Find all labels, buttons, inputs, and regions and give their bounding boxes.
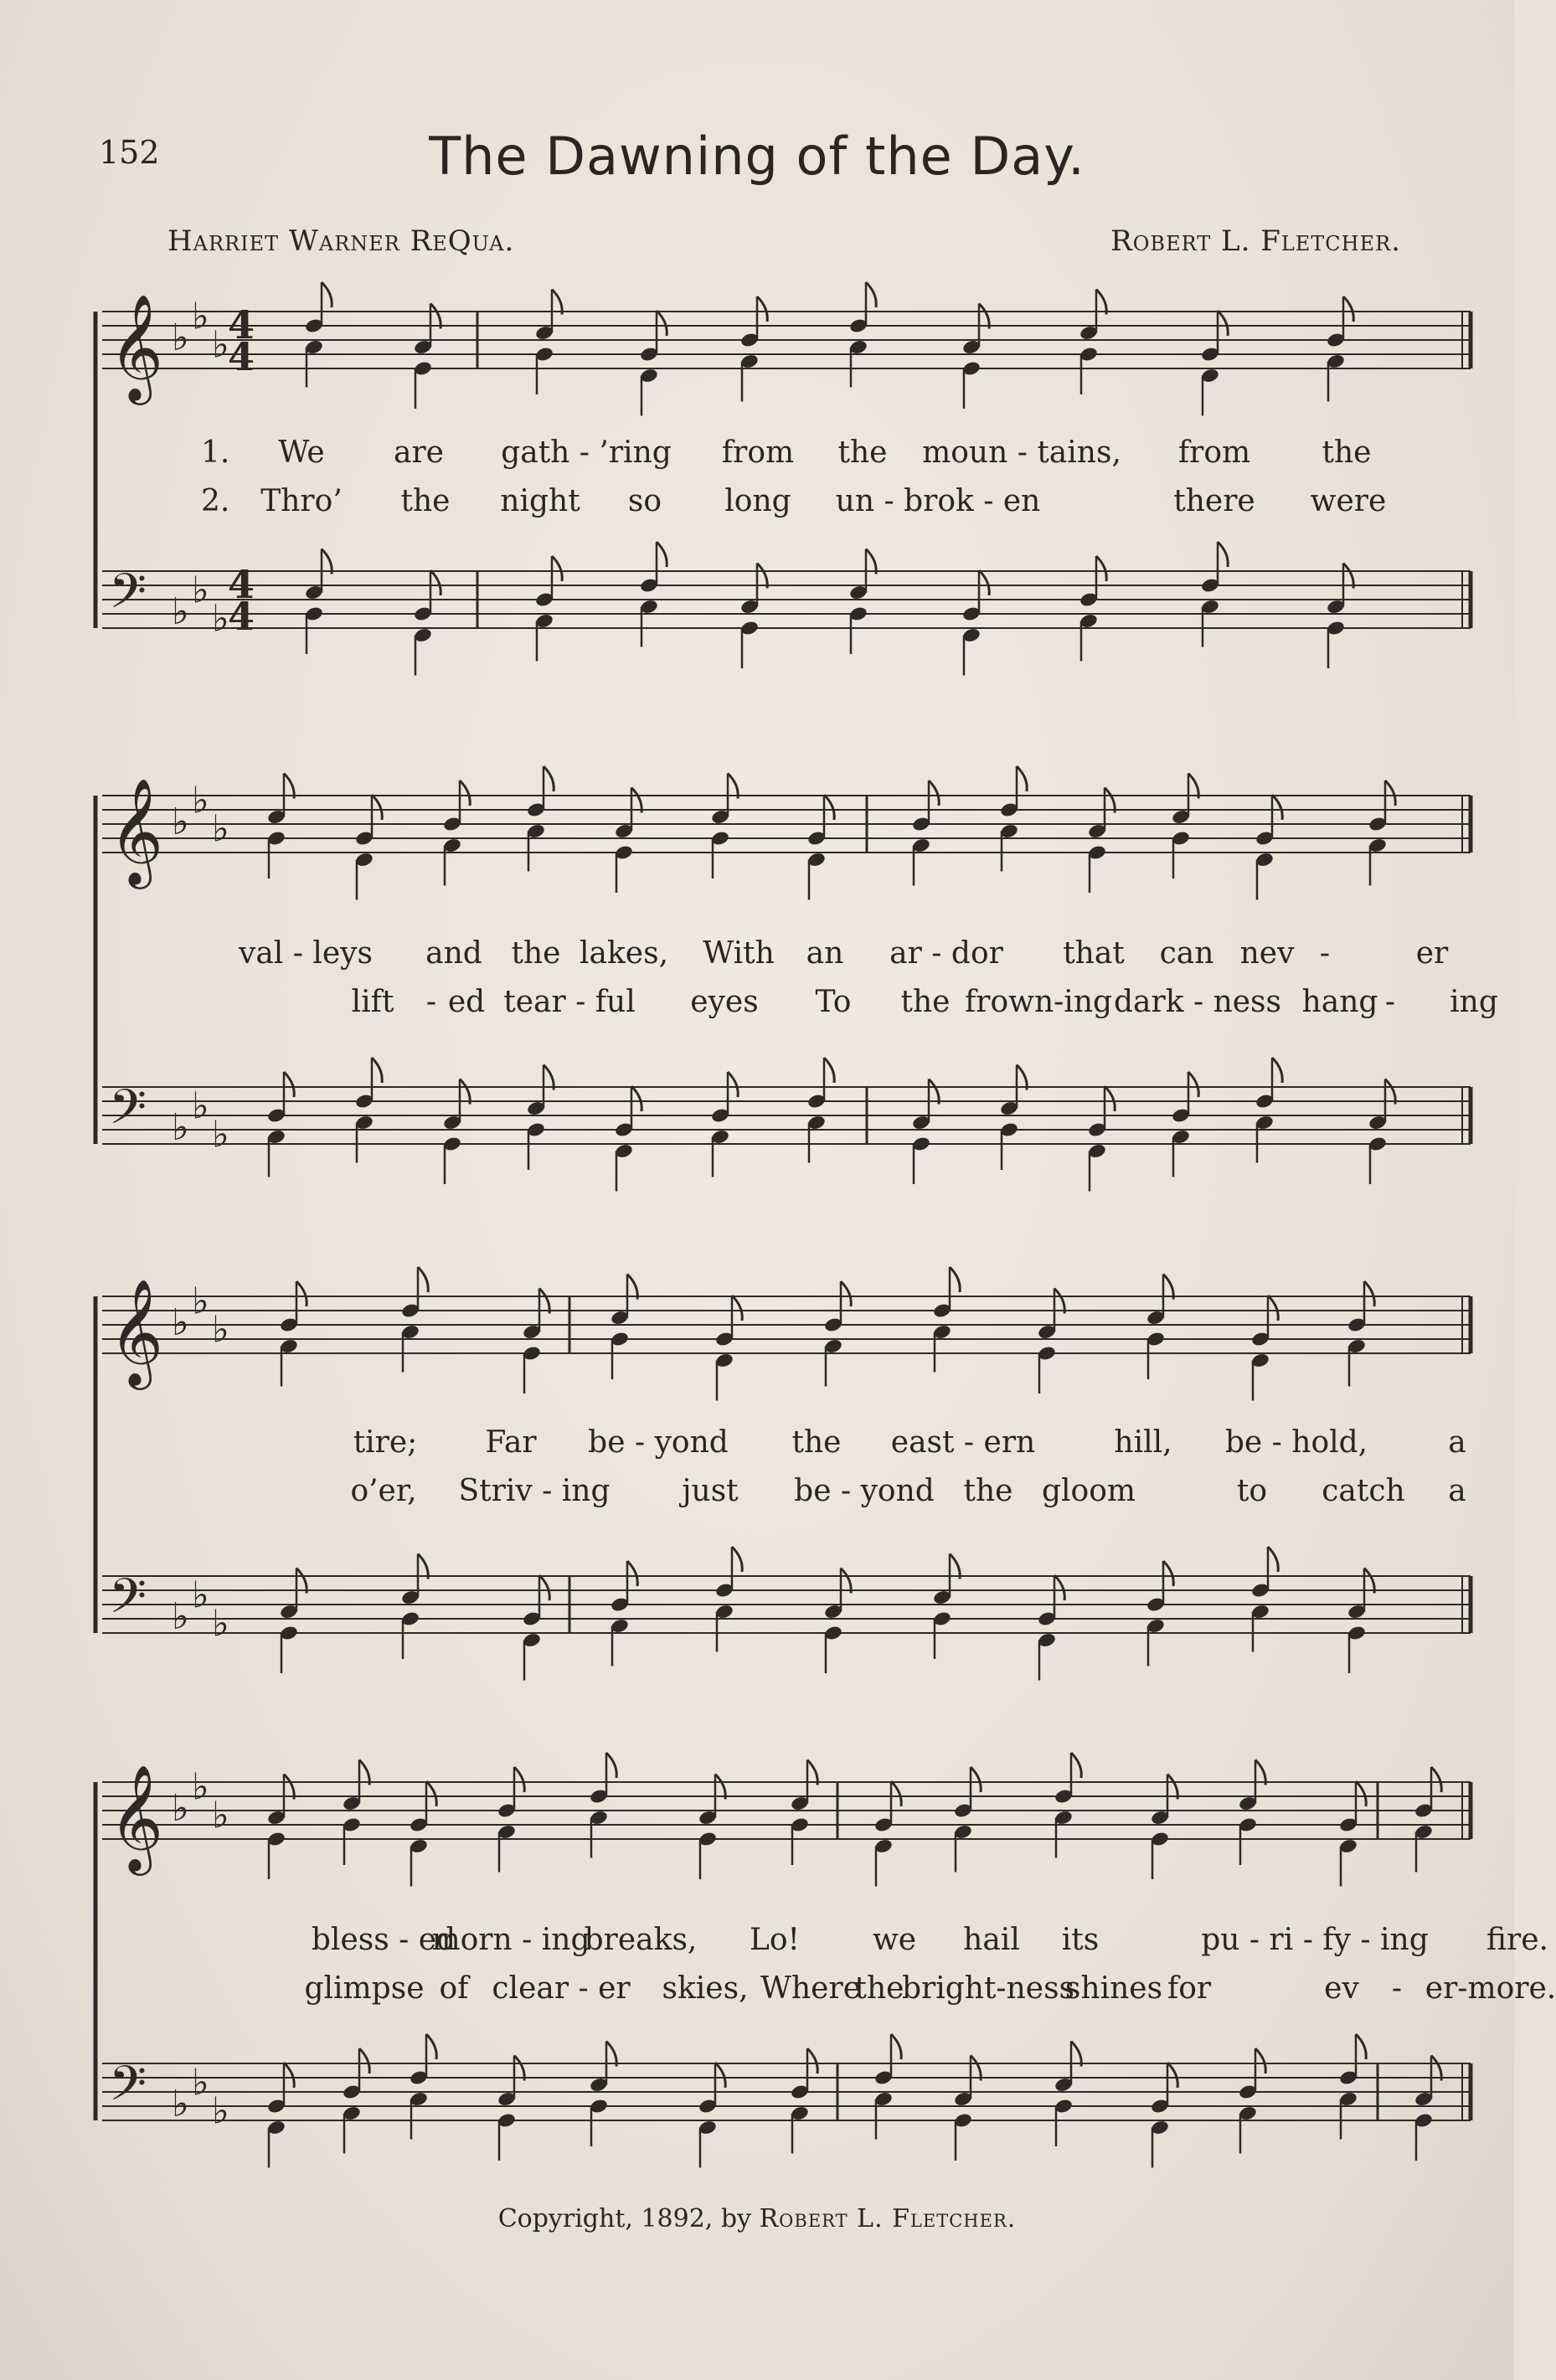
note-flag [866,282,876,307]
time-signature-top: 4 [228,562,255,607]
lyric-syllable: just [682,1474,739,1508]
lyric-syllable: - [1319,936,1331,971]
flat-icon: ♭ [172,1595,189,1638]
lyric-syllable: the [837,435,888,470]
note-flag [544,766,554,791]
note-flag [1431,1767,1441,1792]
note-flag [657,311,667,336]
page-number: 152 [99,134,160,171]
note-flag [807,2048,817,2073]
lyric-syllable: from [721,435,795,470]
lyric-syllable: east - ern [890,1425,1036,1460]
note-flag [971,1767,981,1792]
lyric-syllable: eyes [690,985,759,1019]
note-flag [1017,766,1027,791]
lyric-syllable: Lo! [749,1923,801,1957]
lyric-syllable: the [1322,435,1372,470]
lyric-syllable: be - yond [794,1474,935,1508]
note-flag [1268,1547,1278,1572]
flat-icon: ♭ [192,295,209,338]
note-flag [284,1072,294,1097]
lyric-syllable: the [900,985,951,1019]
lyric-syllable: the [791,1425,842,1460]
note-flag [627,1561,637,1586]
lyric-syllable: gloom [1041,1474,1136,1508]
copyright-holder: Robert L. Fletcher. [759,2204,1017,2233]
flat-icon: ♭ [192,569,209,612]
flat-icon: ♭ [172,590,189,633]
lyric-syllable: er-more. [1425,1971,1556,2006]
lyric-line-verse2-system2 [100,985,1498,1022]
bass-clef-icon: 𝄢 [109,1079,147,1147]
flat-icon: ♭ [212,1602,229,1646]
lyric-syllable: glimpse [304,1971,425,2006]
lyric-syllable: an [806,936,844,971]
note-flag [296,1281,307,1306]
lyric-syllable: can [1159,936,1214,971]
lyric-syllable: Where [760,1971,862,2006]
note-flag [359,2048,369,2073]
note-flag [1343,296,1353,322]
lyric-syllable: from [1177,435,1251,470]
note-flag [841,1281,851,1306]
lyric-syllable: skies, [662,1971,749,2006]
treble-clef-icon: 𝄞 [109,777,164,884]
note-flag [891,2034,901,2059]
flat-icon: ♭ [172,1106,189,1149]
note-flag [1054,1575,1064,1600]
note-flag [1163,1561,1173,1586]
lyric-line-verse2-system4 [100,1971,1556,2008]
note-flag [1218,542,1228,567]
lyric-syllable: a [1448,1425,1466,1460]
lyric-syllable: dark - ness [1113,985,1282,1019]
lyric-syllable: ed [447,985,486,1019]
note-flag [284,2063,294,2088]
lyric-syllable: that [1063,936,1125,971]
hymn-title: The Dawning of the Day. [429,126,1085,187]
treble-clef-icon: 𝄞 [109,1764,164,1871]
note-flag [606,1753,616,1778]
note-flag [372,1058,382,1083]
treble-clef-icon: 𝄞 [109,1278,164,1385]
note-flag [1364,1281,1374,1306]
note-flag [426,1781,436,1806]
lyric-line-verse1-system2 [100,936,1474,973]
lyric-syllable: and [425,936,482,971]
lyric-syllable: be - hold, [1224,1425,1368,1460]
flat-icon: ♭ [212,2089,229,2133]
note-flag [657,542,667,567]
note-flag [1272,1058,1282,1083]
lyric-syllable: With [703,936,775,971]
lyric-syllable: its [1061,1923,1100,1957]
note-flag [728,1072,738,1097]
lyric-syllable: We [278,435,325,470]
note-flag [372,795,382,820]
note-flag [1356,1781,1366,1806]
flat-icon: ♭ [212,807,229,851]
lyric-syllable: fire. [1486,1923,1548,1957]
note-flag [430,570,441,595]
lyric-syllable: tire; [353,1425,418,1460]
note-flag [539,1575,549,1600]
lyric-syllable: Far [485,1425,537,1460]
note-flag [824,795,834,820]
flat-icon: ♭ [212,1794,229,1837]
flat-icon: ♭ [192,1574,209,1617]
note-flag [1188,1072,1198,1097]
flat-icon: ♭ [172,2083,189,2125]
bass-clef-icon: 𝄢 [109,2055,147,2124]
lyric-line-verse2-system3 [100,1474,1474,1511]
lyric-syllable: there [1173,484,1255,518]
lyric-syllable: val - leys [239,936,373,971]
lyric-syllable: Thro’ [260,484,343,518]
lyric-syllable: lift [351,985,394,1019]
composer-credit: Robert L. Fletcher. [1110,224,1401,258]
lyric-syllable: are [394,435,444,470]
note-flag [1268,1296,1278,1321]
note-flag [322,282,332,307]
lyric-syllable: tear - ful [503,985,636,1019]
lyric-syllable: Striv - ing [458,1474,611,1508]
lyric-syllable: a [1448,1474,1466,1508]
bass-clef-icon: 𝄢 [109,1568,147,1636]
flat-icon: ♭ [212,1113,229,1157]
flat-icon: ♭ [192,2061,209,2104]
lyric-syllable: hail [963,1923,1020,1957]
note-flag [824,1058,834,1083]
lyric-syllable: lakes, [579,936,669,971]
lyric-syllable: be - yond [588,1425,729,1460]
note-flag [1218,311,1228,336]
note-flag [757,296,767,322]
note-flag [1385,780,1395,806]
note-flag [460,780,470,806]
note-flag [732,1296,742,1321]
lyric-syllable: hang [1301,985,1378,1019]
note-flag [514,1767,524,1792]
flat-icon: ♭ [192,1280,209,1323]
flat-icon: ♭ [172,1301,189,1344]
lyric-syllable: the [854,1971,904,2006]
lyric-syllable: of [439,1971,469,2006]
lyric-line-verse1-system4 [100,1923,1548,1960]
verse-number: 2. [201,484,230,518]
note-flag [552,556,562,581]
lyric-line-verse1-system3 [100,1425,1474,1462]
lyric-syllable: we [872,1923,917,1957]
lyric-syllable: long [724,484,791,518]
flat-icon: ♭ [212,323,229,367]
flat-icon: ♭ [172,1787,189,1830]
note-flag [732,1547,742,1572]
lyric-syllable: breaks, [584,1923,698,1957]
lyric-syllable: clear - er [492,1971,631,2006]
lyric-syllable: un - brok - en [835,484,1041,518]
lyric-syllable: catch [1322,1474,1405,1508]
flat-icon: ♭ [172,801,189,843]
note-flag [979,570,989,595]
lyric-syllable: ev [1324,1971,1359,2006]
lyric-syllable: for [1167,1971,1212,2006]
lyric-syllable: pu - ri - fy - ing [1201,1923,1429,1957]
lyric-syllable: were [1310,484,1387,518]
flat-icon: ♭ [192,1084,209,1128]
flat-icon: ♭ [172,317,189,359]
lyric-syllable: gath - ’ring [501,435,672,470]
lyric-syllable: - [1384,985,1396,1019]
copyright-notice [0,2204,1514,2233]
copyright-prefix: Copyright, 1892, by [497,2204,752,2233]
lyric-syllable: - [425,985,437,1019]
lyric-syllable: night [500,484,580,518]
flat-icon: ♭ [212,1308,229,1352]
lyric-syllable: hill, [1114,1425,1172,1460]
lyric-syllable: moun - tains, [922,435,1121,470]
lyric-syllable: bright-ness [901,1971,1075,2006]
lyric-syllable: the [963,1474,1013,1508]
lyric-line-verse1-system1 [100,435,1474,472]
note-flag [631,1086,641,1111]
verse-number: 1. [201,435,230,470]
note-flag [1167,2063,1177,2088]
note-flag [1071,1753,1081,1778]
time-signature-bottom: 4 [228,594,255,639]
lyric-syllable: o’er, [350,1474,417,1508]
note-flag [1272,795,1282,820]
lyric-syllable: so [627,484,662,518]
note-flag [1096,556,1106,581]
note-flag [1105,1086,1115,1111]
note-flag [929,780,939,806]
note-flag [418,1267,428,1292]
lyric-syllable: shines [1064,1971,1163,2006]
flat-icon: ♭ [192,1765,209,1809]
lyric-syllable: bless - ed [311,1923,456,1957]
time-signature-bottom: 4 [228,334,255,379]
lyric-syllable: the [400,484,451,518]
lyric-syllable: - [1391,1971,1403,2006]
bass-clef-icon: 𝄢 [109,563,147,631]
note-flag [891,1781,901,1806]
lyric-line-verse2-system1 [100,484,1474,521]
lyric-syllable: nev [1239,936,1295,971]
note-flag [426,2034,436,2059]
flat-icon: ♭ [192,779,209,822]
treble-clef-icon: 𝄞 [109,293,164,400]
note-flag [950,1267,960,1292]
lyric-syllable: the [511,936,561,971]
lyric-syllable: morn - ing [431,1923,590,1957]
note-flag [715,2063,725,2088]
lyric-syllable: er [1415,936,1449,971]
time-signature-top: 4 [228,302,255,348]
flat-icon: ♭ [212,597,229,641]
note-flag [1356,2034,1366,2059]
lyric-syllable: ing [1450,985,1498,1019]
lyric-syllable: ar - dor [889,936,1003,971]
note-flag [1255,2048,1265,2073]
lyric-syllable: To [815,985,852,1019]
lyric-syllable: to [1236,1474,1268,1508]
lyricist-credit: Harriet Warner ReQua. [167,224,515,258]
lyric-syllable: frown-ing [964,985,1113,1019]
